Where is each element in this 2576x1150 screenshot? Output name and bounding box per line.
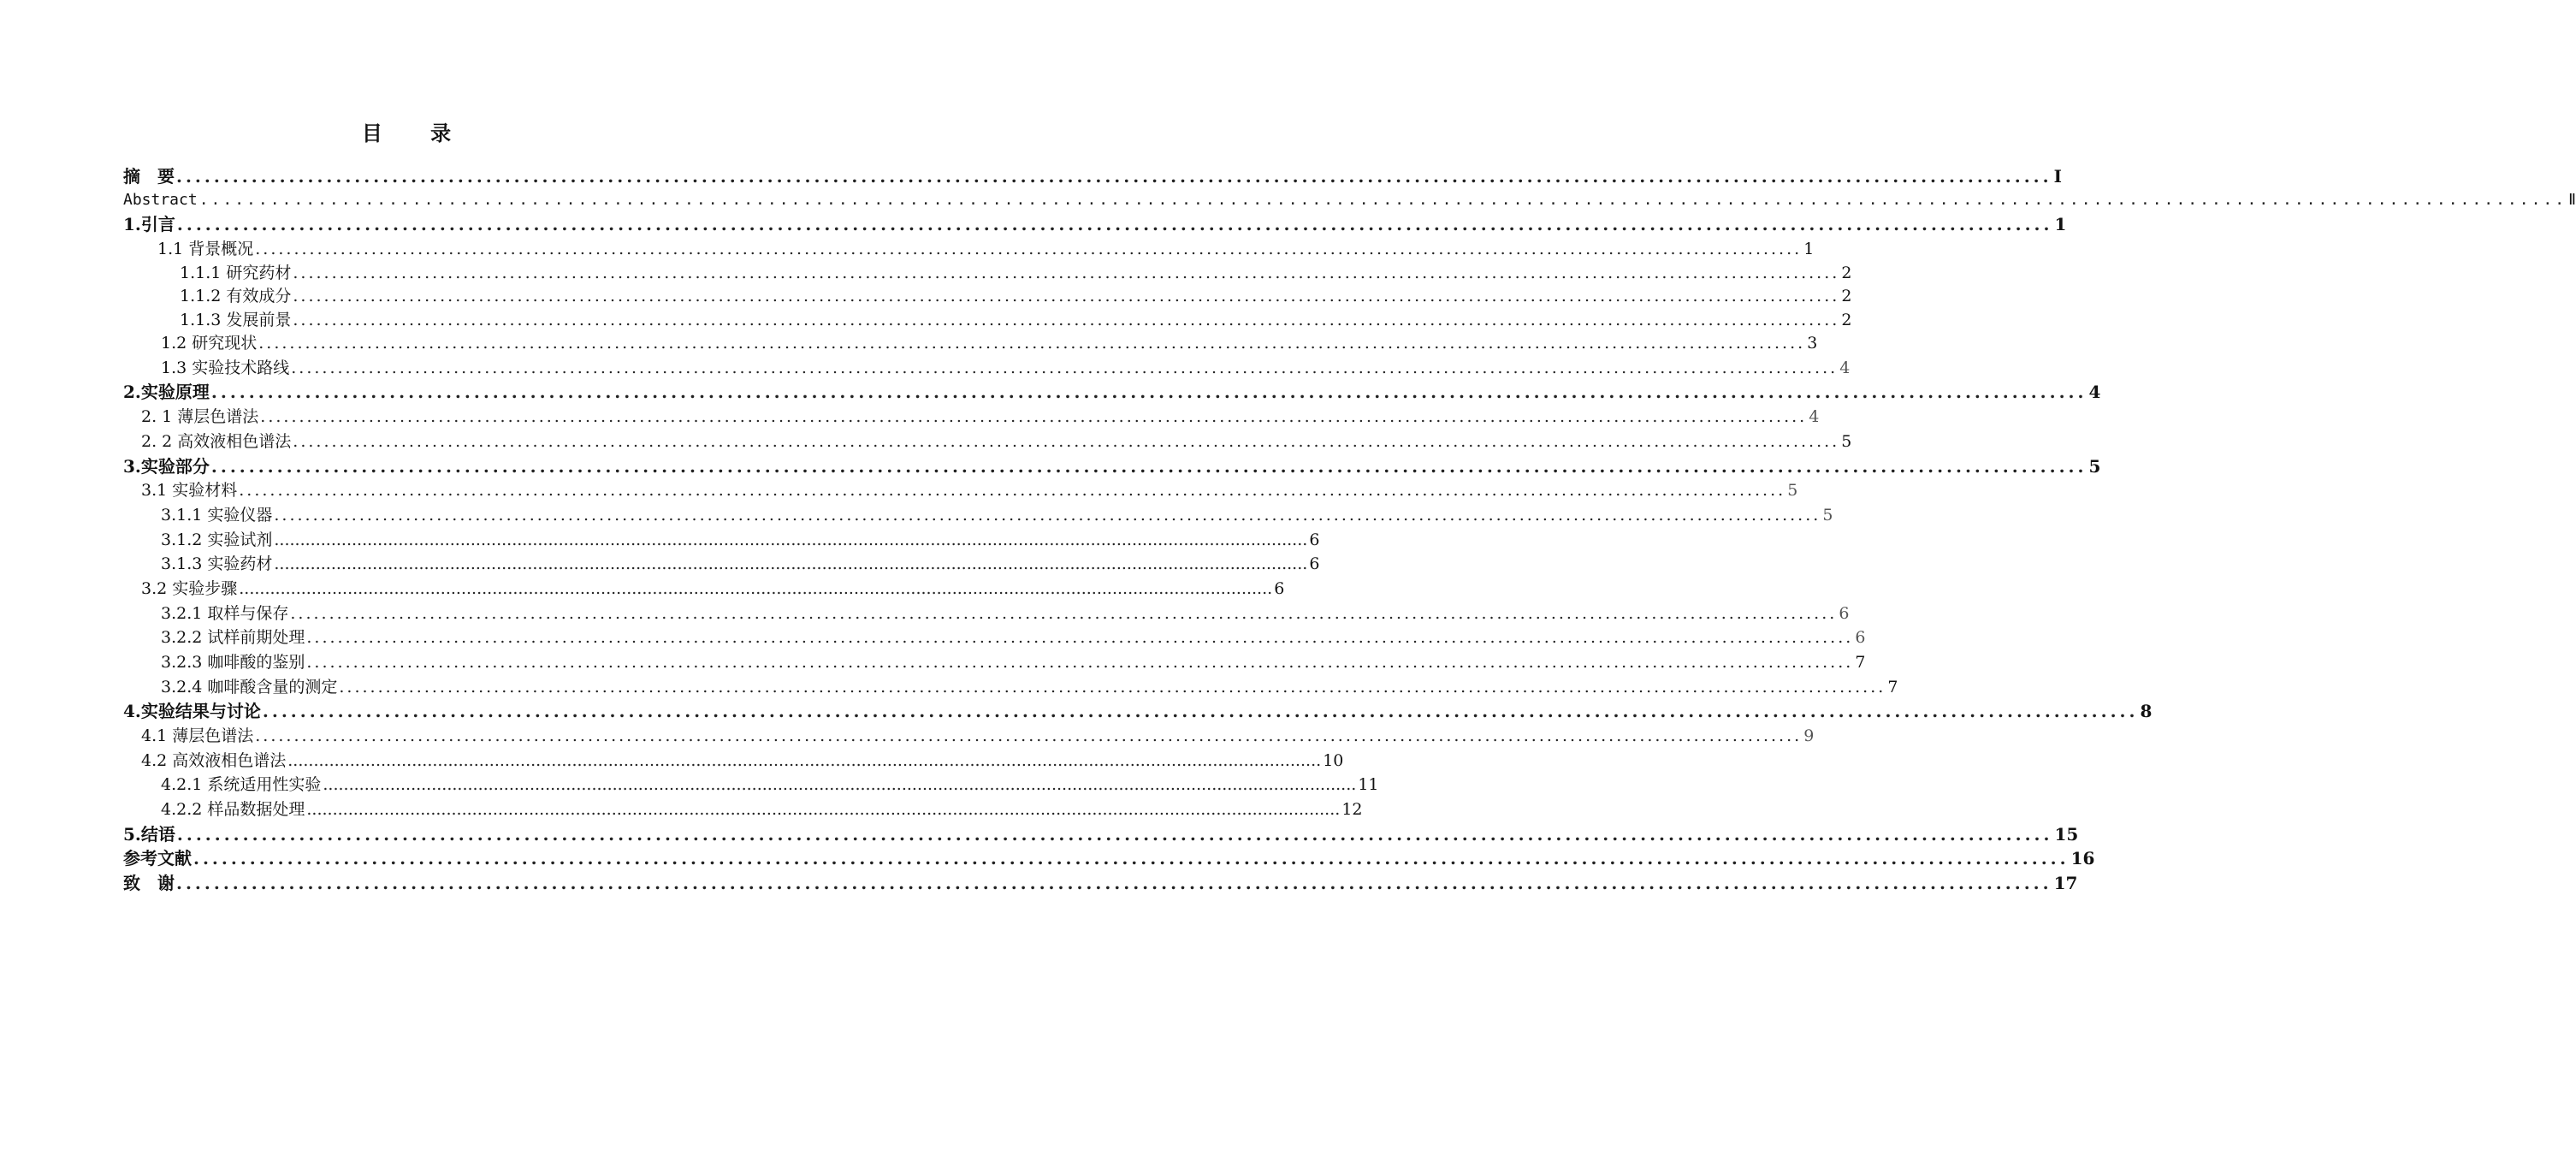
dot-leader: ........................................................................................................................................................................................................ — [339, 678, 1886, 697]
toc-entry-page-number: 4 — [1809, 407, 1820, 426]
toc-entry[interactable] — [123, 188, 2576, 212]
toc-entry[interactable] — [123, 212, 2067, 236]
toc-entry-page-number: 6 — [1855, 628, 1866, 647]
dot-leader: ........................................................................................................................................................................................................ — [306, 800, 1341, 819]
toc-entry[interactable] — [123, 454, 2101, 478]
toc-entry-page-number: Ⅰ — [2053, 166, 2062, 187]
toc-entry-label: 3.2.3 咖啡酸的鉴别 — [161, 653, 305, 672]
dot-leader: ........................................................................................................................................................................................................ — [293, 264, 1840, 282]
toc-entry-label: 3.1 实验材料 — [141, 481, 238, 500]
toc-entry-page-number: 6 — [1839, 604, 1850, 623]
dot-leader: ........................................................................................................................................................................................................ — [255, 240, 1803, 258]
dot-leader: ........................................................................................................................................................................................................ — [274, 531, 1308, 549]
toc-entry[interactable] — [141, 430, 1852, 453]
toc-entry-label: 摘 要 — [123, 166, 175, 187]
toc-entry[interactable] — [157, 237, 1815, 261]
dot-leader: ........................................................................................................................................................................................................ — [176, 873, 2052, 893]
toc-entry[interactable] — [161, 675, 1898, 699]
toc-entry-label: 3.2 实验步骤 — [141, 579, 238, 598]
toc-entry-label: 1.2 研究现状 — [161, 334, 258, 353]
dot-leader: ........................................................................................................................................................................................................ — [306, 653, 1854, 672]
toc-entry[interactable] — [123, 380, 2101, 404]
toc-entry-label: 3.1.2 实验试剂 — [161, 531, 273, 549]
dot-leader: ........................................................................................................................................................................................................ — [290, 604, 1838, 623]
toc-entry-label: 3.2.2 试样前期处理 — [161, 628, 305, 647]
toc-entry-label: 4.2.2 样品数据处理 — [161, 800, 305, 819]
toc-entry-label: 1.1.1 研究药材 — [180, 264, 292, 282]
dot-leader: ........................................................................................................................................................................................................ — [306, 628, 1854, 647]
toc-entry-label: 致 谢 — [123, 873, 175, 893]
toc-entry[interactable] — [141, 724, 1815, 748]
toc-entry[interactable] — [123, 164, 2062, 188]
toc-entry-page-number: 4 — [2088, 382, 2101, 402]
toc-entry[interactable] — [161, 356, 1851, 380]
toc-entry-page-number: 3 — [1807, 334, 1818, 353]
toc-entry-label: 2. 2 高效液相色谱法 — [141, 432, 292, 451]
toc-entry-label: 1.1 背景概况 — [157, 240, 254, 258]
dot-leader: ........................................................................................................................................................................................................ — [274, 506, 1821, 525]
toc-entry-page-number: 6 — [1274, 579, 1285, 598]
toc-entry-label: Abstract — [123, 191, 198, 209]
toc-entry[interactable] — [161, 797, 1363, 821]
dot-leader: ........................................................................................................................................................................................................ — [239, 579, 1273, 598]
dot-leader: ........................................................................................................................................................................................................ — [323, 775, 1357, 794]
toc-entry-label: 2.实验原理 — [123, 382, 210, 402]
toc-entry[interactable] — [141, 577, 1285, 601]
toc-entry-label: 1.1.2 有效成分 — [180, 287, 292, 305]
dot-leader: ........................................................................................................................................................................................................ — [210, 382, 2087, 402]
toc-entry-label: 2. 1 薄层色谱法 — [141, 407, 259, 426]
toc-entry-page-number: 16 — [2070, 848, 2095, 868]
toc-entry[interactable] — [123, 699, 2153, 723]
toc-entry-page-number: 12 — [1341, 800, 1363, 819]
toc-entry[interactable] — [141, 405, 1820, 429]
toc-entry-page-number: 5 — [2088, 456, 2101, 477]
toc-entry-page-number: 15 — [2054, 824, 2079, 845]
toc-entry[interactable] — [161, 602, 1850, 625]
toc-entry-label: 1.1.3 发展前景 — [180, 311, 292, 329]
toc-entry[interactable] — [123, 871, 2078, 895]
dot-leader: ........................................................................................................................................................................................................ — [193, 848, 2070, 868]
toc-entry-label: 4.2 高效液相色谱法 — [141, 751, 287, 770]
toc-entry[interactable] — [141, 478, 1798, 502]
toc-entry-label: 3.1.1 实验仪器 — [161, 506, 273, 525]
toc-entry-page-number: 4 — [1839, 359, 1851, 377]
dot-leader: ........................................................................................................................................................................................................ — [262, 701, 2139, 721]
toc-entry[interactable] — [161, 552, 1320, 576]
toc-entry[interactable] — [180, 308, 1852, 332]
toc-entry-label: 4.2.1 系统适用性实验 — [161, 775, 322, 794]
toc-entry-label: 3.实验部分 — [123, 456, 210, 477]
toc-entry-page-number: 5 — [1822, 506, 1833, 525]
dot-leader: ........................................................................................................................................................................................................ — [287, 751, 1322, 770]
dot-leader: ........................................................................................................................................................................................................ — [274, 554, 1308, 573]
toc-entry[interactable] — [123, 846, 2095, 870]
toc-entry-page-number: 10 — [1323, 751, 1344, 770]
toc-entry-label: 5.结语 — [123, 824, 175, 845]
dot-leader: ........................................................................................................................................................................................................ — [291, 359, 1839, 377]
toc-entry-page-number: 1 — [2054, 214, 2067, 234]
toc-entry-page-number: 17 — [2053, 873, 2078, 893]
toc-entry-label: 4.实验结果与讨论 — [123, 701, 261, 721]
dot-leader: ........................................................................................................................................................................................................ — [255, 726, 1803, 745]
toc-entry[interactable] — [123, 822, 2079, 846]
dot-leader: ........................................................................................................................................................................................................ — [176, 166, 2052, 187]
toc-entry-label: 3.1.3 实验药材 — [161, 554, 273, 573]
toc-entry-page-number: Ⅱ — [2568, 191, 2576, 209]
toc-entry[interactable] — [161, 503, 1833, 527]
toc-entry[interactable] — [161, 331, 1818, 355]
dot-leader: ........................................................................................................................................................................................................ — [293, 287, 1840, 305]
toc-entry[interactable] — [161, 528, 1320, 552]
dot-leader: ........................................................................................................................................................................................................ — [176, 824, 2053, 845]
toc-entry[interactable] — [161, 650, 1866, 674]
toc-entry-label: 3.2.1 取样与保存 — [161, 604, 289, 623]
toc-entry-page-number: 7 — [1855, 653, 1866, 672]
dot-leader: ........................................................................................................................................................................................................ — [176, 214, 2053, 234]
toc-entry-page-number: 5 — [1841, 432, 1852, 451]
toc-entry-page-number: 6 — [1309, 554, 1320, 573]
toc-entry[interactable] — [161, 773, 1379, 797]
toc-entry-page-number: 6 — [1309, 531, 1320, 549]
dot-leader: ........................................................................................................................................................................................................ — [293, 311, 1840, 329]
toc-entry-page-number: 2 — [1841, 264, 1852, 282]
toc-entry-page-number: 1 — [1803, 240, 1815, 258]
dot-leader: ........................................................................................................................................................................................................ — [198, 191, 2567, 209]
toc-entry-page-number: 2 — [1841, 311, 1852, 329]
toc-entry-label: 4.1 薄层色谱法 — [141, 726, 254, 745]
toc-entry-page-number: 7 — [1887, 678, 1898, 697]
toc-entry[interactable] — [161, 625, 1866, 649]
toc-entry-label: 参考文献 — [123, 848, 192, 868]
toc-entry[interactable] — [141, 749, 1344, 773]
dot-leader: ........................................................................................................................................................................................................ — [260, 407, 1808, 426]
toc-entry-page-number: 2 — [1841, 287, 1852, 305]
toc-entry-page-number: 9 — [1803, 726, 1815, 745]
toc-entry[interactable] — [180, 284, 1852, 308]
dot-leader: ........................................................................................................................................................................................................ — [239, 481, 1786, 500]
toc-entry-page-number: 5 — [1787, 481, 1798, 500]
toc-entry-label: 3.2.4 咖啡酸含量的测定 — [161, 678, 338, 697]
toc-entry-page-number: 11 — [1358, 775, 1379, 794]
toc-entry-page-number: 8 — [2140, 701, 2153, 721]
dot-leader: ........................................................................................................................................................................................................ — [210, 456, 2087, 477]
dot-leader: ........................................................................................................................................................................................................ — [293, 432, 1840, 451]
toc-entry-label: 1.引言 — [123, 214, 175, 234]
toc-title: 目 录 — [361, 121, 472, 145]
toc-entry-label: 1.3 实验技术路线 — [161, 359, 290, 377]
dot-leader: ........................................................................................................................................................................................................ — [258, 334, 1806, 353]
toc-entry[interactable] — [180, 261, 1852, 285]
